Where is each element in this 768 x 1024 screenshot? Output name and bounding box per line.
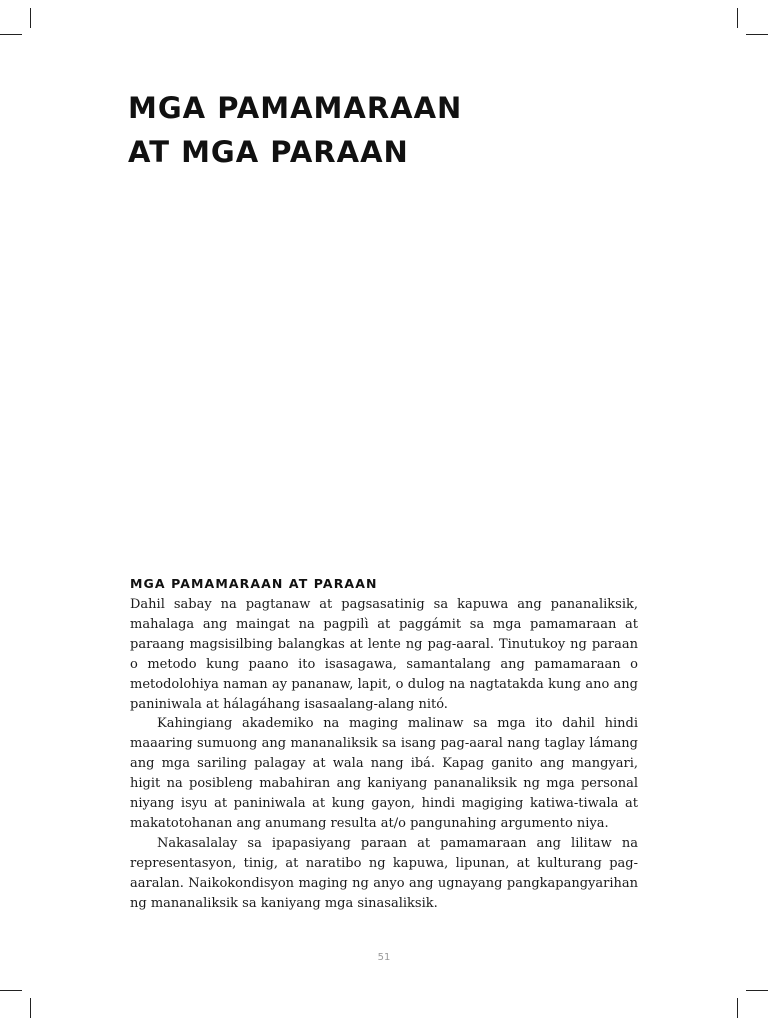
- crop-mark-bottom-left-horizontal: [0, 990, 22, 991]
- paragraph-2: Kahingiang akademiko na maging malinaw sa mga ito dahil hindi maaaring sumuong ang mananaliksik sa isang pag-aaral nang taglay lámang ang mga sariling palagay at wala nang ibá. Kapag ganito ang mangyari, higit na posibleng mabahiran ang kaniyang pananaliksik ng mga personal niyang isyu at paniniwala at kung gayon, hindi magiging katiwa-tiwala at makatotohanan ang anumang resulta at/o pangunahing argumento niya.: [130, 716, 638, 831]
- crop-mark-top-right-horizontal: [746, 34, 768, 35]
- crop-mark-bottom-right-vertical: [737, 998, 738, 1018]
- chapter-title: [128, 86, 462, 174]
- crop-mark-bottom-left-vertical: [30, 998, 31, 1018]
- paragraph-1: Dahil sabay na pagtanaw at pagsasatinig sa kapuwa ang pananaliksik, mahalaga ang maingat na pagpilì at paggámit sa mga pamamaraan at paraang magsisilbing balangkas at lente ng pag-aaral. Tinutukoy ng paraan o metodo kung paano ito isasagawa, samantalang ang pamamaraan o metodolohiya naman ay pananaw, lapit, o dulog na nagtatakda kung ano ang paniniwala at hálagáhang isasaalang-alang nitó.: [130, 597, 638, 712]
- page-number: 51: [377, 952, 391, 963]
- section-heading: MGA PAMAMARAAN AT PARAAN: [130, 576, 378, 591]
- chapter-title-line-2: AT MGA PARAAN: [128, 135, 409, 169]
- chapter-title-line-1: MGA PAMAMARAAN: [128, 91, 463, 125]
- section-body: [130, 574, 638, 914]
- paragraph-3: Nakasalalay sa ipapasiyang paraan at pamamaraan ang lilitaw na representasyon, tinig, at naratibo ng kapuwa, lipunan, at kulturang pag-aaralan. Naikokondisyon maging ng anyo ang ugnayang pangkapangyarihan ng mananaliksik sa kaniyang mga sinasaliksik.: [130, 835, 638, 911]
- crop-mark-top-right-vertical: [737, 8, 738, 28]
- crop-mark-top-left-horizontal: [0, 34, 22, 35]
- crop-mark-bottom-right-horizontal: [746, 990, 768, 991]
- crop-mark-top-left-vertical: [30, 8, 31, 28]
